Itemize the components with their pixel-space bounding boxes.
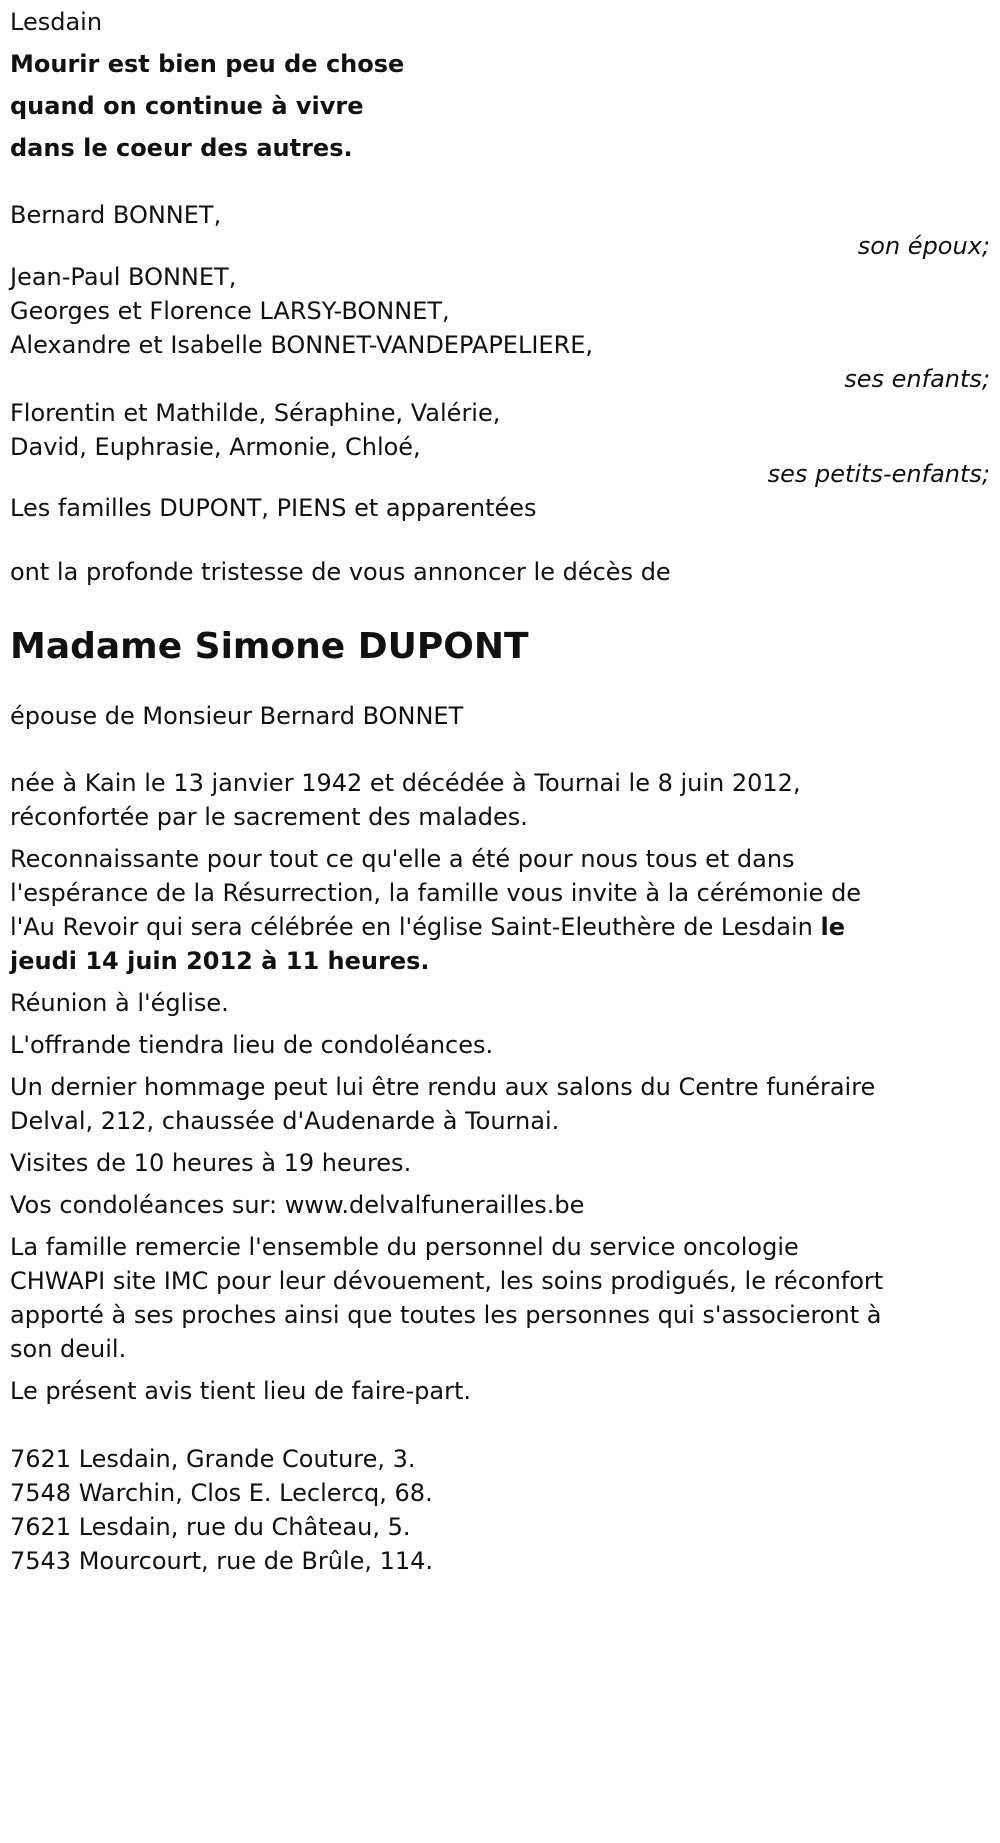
announcement-text: ont la profonde tristesse de vous annoncer le décès de xyxy=(10,558,671,586)
grandchildren-block xyxy=(10,396,1000,488)
address-line: 7548 Warchin, Clos E. Leclercq, 68. xyxy=(10,1479,433,1507)
other-families: Les familles DUPONT, PIENS et apparentées xyxy=(10,494,537,522)
spouse-name: Bernard BONNET, xyxy=(10,201,222,229)
quote-line: Mourir est bien peu de chose xyxy=(10,50,405,78)
spouse-of-text: épouse de Monsieur Bernard BONNET xyxy=(10,702,464,730)
quote-line: dans le coeur des autres. xyxy=(10,134,353,162)
ceremony-date: jeudi 14 juin 2012 à 11 heures. xyxy=(10,947,430,975)
children-role: ses enfants; xyxy=(844,365,990,393)
grandchild-names: David, Euphrasie, Armonie, Chloé, xyxy=(10,433,421,461)
birth-death-line: réconfortée par le sacrement des malades. xyxy=(10,803,528,831)
place-heading: Lesdain xyxy=(10,8,103,36)
addresses-block xyxy=(10,1442,1000,1578)
birth-death-block xyxy=(10,766,1000,834)
address-line: 7621 Lesdain, rue du Château, 5. xyxy=(10,1513,411,1541)
thanks-block xyxy=(10,1230,1000,1366)
thanks-line: CHWAPI site IMC pour leur dévouement, les soins prodigués, le réconfort xyxy=(10,1267,884,1295)
child-name: Alexandre et Isabelle BONNET-VANDEPAPELIERE, xyxy=(10,331,594,359)
offering-text: L'offrande tiendra lieu de condoléances. xyxy=(10,1031,494,1059)
deceased-name: Madame Simone DUPONT xyxy=(10,626,529,667)
ceremony-text: l'Au Revoir qui sera célébrée en l'église Saint-Eleuthère de Lesdain xyxy=(10,913,821,941)
homage-block xyxy=(10,1070,1000,1138)
child-name: Georges et Florence LARSY-BONNET, xyxy=(10,297,450,325)
homage-line: Un dernier hommage peut lui être rendu aux salons du Centre funéraire xyxy=(10,1073,876,1101)
children-block xyxy=(10,260,1000,396)
quote-block xyxy=(10,44,1000,168)
homage-line: Delval, 212, chaussée d'Audenarde à Tournai. xyxy=(10,1107,560,1135)
notice-text: Le présent avis tient lieu de faire-part. xyxy=(10,1377,472,1405)
ceremony-line: l'espérance de la Résurrection, la famille vous invite à la cérémonie de xyxy=(10,879,862,907)
condolences-text: Vos condoléances sur: www.delvalfunerailles.be xyxy=(10,1191,585,1219)
birth-death-line: née à Kain le 13 janvier 1942 et décédée à Tournai le 8 juin 2012, xyxy=(10,769,801,797)
thanks-line: apporté à ses proches ainsi que toutes les personnes qui s'associeront à xyxy=(10,1301,882,1329)
reunion-text: Réunion à l'église. xyxy=(10,989,229,1017)
thanks-line: La famille remercie l'ensemble du personnel du service oncologie xyxy=(10,1233,799,1261)
address-line: 7621 Lesdain, Grande Couture, 3. xyxy=(10,1445,416,1473)
address-line: 7543 Mourcourt, rue de Brûle, 114. xyxy=(10,1547,434,1575)
spouse-block xyxy=(10,198,1000,260)
ceremony-line-with-date xyxy=(10,910,1000,944)
grandchild-names: Florentin et Mathilde, Séraphine, Valérie, xyxy=(10,399,501,427)
quote-line: quand on continue à vivre xyxy=(10,92,364,120)
ceremony-block xyxy=(10,842,1000,978)
visits-text: Visites de 10 heures à 19 heures. xyxy=(10,1149,412,1177)
thanks-line: son deuil. xyxy=(10,1335,127,1363)
ceremony-line: Reconnaissante pour tout ce qu'elle a été pour nous tous et dans xyxy=(10,845,795,873)
spouse-role: son époux; xyxy=(857,232,990,260)
obituary-notice xyxy=(0,2,1000,1578)
ceremony-date-start: le xyxy=(820,913,846,941)
child-name: Jean-Paul BONNET, xyxy=(10,263,237,291)
grandchildren-role: ses petits-enfants; xyxy=(767,460,990,488)
